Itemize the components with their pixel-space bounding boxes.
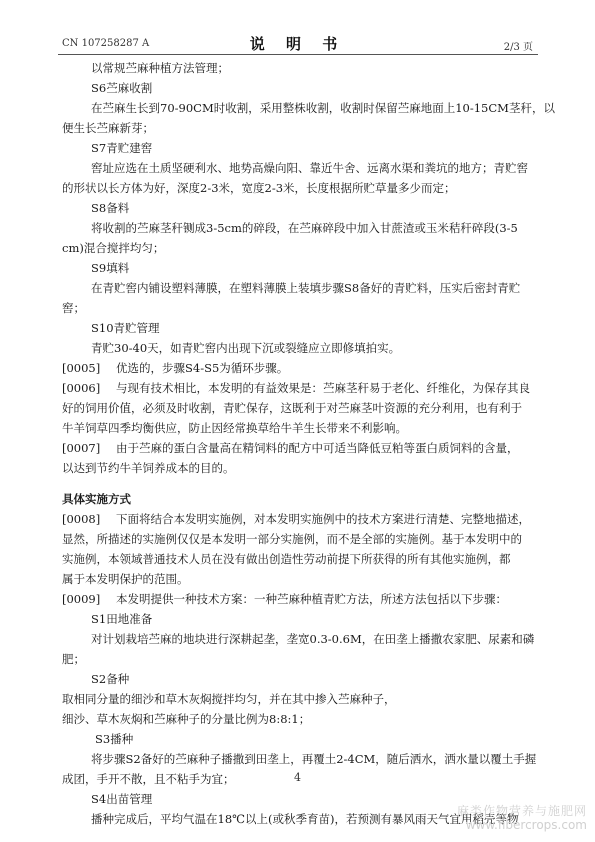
step-heading: S10青贮管理: [91, 321, 160, 335]
watermark-title: 麻类作物营养与施肥网: [456, 804, 587, 818]
body-line: 播种完成后，平均气温在18℃以上(或秋季育苗)，若预测有暴风雨天气宜用稻壳等物: [91, 812, 519, 826]
paragraph-number: [0008]: [62, 512, 101, 526]
paragraph-line: 属于本发明保护的范围。: [62, 572, 189, 586]
watermark-url: www.fibercrops.com: [465, 818, 587, 832]
body-line: 的形状以长方体为好，深度2-3米，宽度2-3米，长度根据所贮草量多少而定；: [62, 181, 456, 195]
step-heading: S1田地准备: [91, 612, 153, 626]
body-line: 在青贮窖内铺设塑料薄膜，在塑料薄膜上装填步骤S8备好的青贮料，压实后密封青贮: [91, 281, 521, 295]
body-line: 成团，手开不散，且不粘手为宜；: [62, 772, 235, 786]
paragraph-number: [0006]: [62, 381, 101, 395]
body-line: 以常规苎麻种植方法管理；: [91, 61, 229, 75]
paragraph-line: 与现有技术相比，本发明的有益效果是：苎麻茎秆易于老化、纤维化，为保存其良: [116, 381, 530, 395]
body-line: 将步骤S2备好的苎麻种子播撒到田垄上，再覆土2-4CM，随后洒水，洒水量以覆土手握: [91, 752, 537, 766]
body-line: 便生长苎麻新芽；: [62, 121, 154, 135]
step-heading: S9填料: [91, 261, 130, 275]
section-heading: 具体实施方式: [62, 492, 131, 506]
paragraph-line: 下面将结合本发明实施例，对本发明实施例中的技术方案进行清楚、完整地描述，: [116, 512, 530, 526]
page-counter: 2/3 页: [503, 42, 533, 53]
paragraph-line: 优选的，步骤S4-S5为循环步骤。: [116, 361, 289, 375]
paragraph-0006: [62, 378, 540, 398]
page-title: 说 明 书: [249, 35, 346, 53]
paragraph-line: 实施例，本领域普通技术人员在没有做出创造性劳动前提下所获得的所有其他实施例，都: [62, 552, 511, 566]
step-heading: S4出苗管理: [91, 792, 153, 806]
body-line: cm)混合搅拌均匀；: [62, 241, 165, 255]
body-line: 窖；: [62, 301, 85, 315]
header-divider: [58, 54, 538, 55]
step-heading: S2备种: [91, 672, 130, 686]
body-line: 取相同分量的细沙和草木灰焖搅拌均匀，并在其中掺入苎麻种子，: [62, 692, 396, 706]
paragraph-number: [0005]: [62, 361, 101, 375]
paragraph-0007: [62, 438, 540, 458]
page-number: 4: [294, 771, 301, 784]
body-line: 细沙、草木灰焖和苎麻种子的分量比例为8:8:1；: [62, 712, 311, 726]
paragraph-number: [0007]: [62, 441, 101, 455]
body-line: 在苎麻生长到70-90CM时收割，采用整株收割，收割时保留苎麻地面上10-15CM茎秆，以: [91, 101, 555, 115]
paragraph-0009: [62, 589, 540, 609]
body-line: 肥；: [62, 652, 85, 666]
step-heading: S8备料: [91, 201, 130, 215]
paragraph-line: 显然，所描述的实施例仅仅是本发明一部分实施例，而不是全部的实施例。基于本发明中的: [62, 532, 522, 546]
body-line: 窖址应选在土质坚硬利水、地势高燥向阳、靠近牛舍、远离水渠和粪坑的地方；青贮窖: [91, 161, 528, 175]
paragraph-line: 牛羊饲草四季均衡供应，防止因经常换草给牛羊生长带来不利影响。: [62, 421, 407, 435]
body-line: 将收割的苎麻茎秆铡成3-5cm的碎段，在苎麻碎段中加入甘蔗渣或玉米秸秆碎段(3-5: [91, 221, 518, 235]
watermark: [457, 804, 587, 832]
paragraph-line: 以达到节约牛羊饲养成本的目的。: [62, 461, 235, 475]
paragraph-0008: [62, 509, 540, 529]
step-heading: S7青贮建窖: [91, 141, 153, 155]
step-heading: S6苎麻收割: [91, 81, 153, 95]
paragraph-line: 本发明提供一种技术方案：一种苎麻种植青贮方法，所述方法包括以下步骤：: [116, 592, 507, 606]
paragraph-number: [0009]: [62, 592, 101, 606]
body-line: 青贮30-40天，如青贮窖内出现下沉或裂缝应立即修填拍实。: [91, 341, 401, 355]
paragraph-line: 由于苎麻的蛋白含量高在精饲料的配方中可适当降低豆粕等蛋白质饲料的含量，: [116, 441, 519, 455]
paragraph-0005: [62, 358, 540, 378]
step-heading: S3播种: [95, 732, 134, 746]
doc-number: CN 107258287 A: [62, 38, 150, 49]
paragraph-line: 好的饲用价值，必须及时收割，青贮保存，这既利于对苎麻茎叶资源的充分利用，也有利于: [62, 401, 522, 415]
body-line: 对计划栽培苎麻的地块进行深耕起垄，垄宽0.3-0.6M，在田垄上播撒农家肥、尿素和磷: [91, 632, 535, 646]
